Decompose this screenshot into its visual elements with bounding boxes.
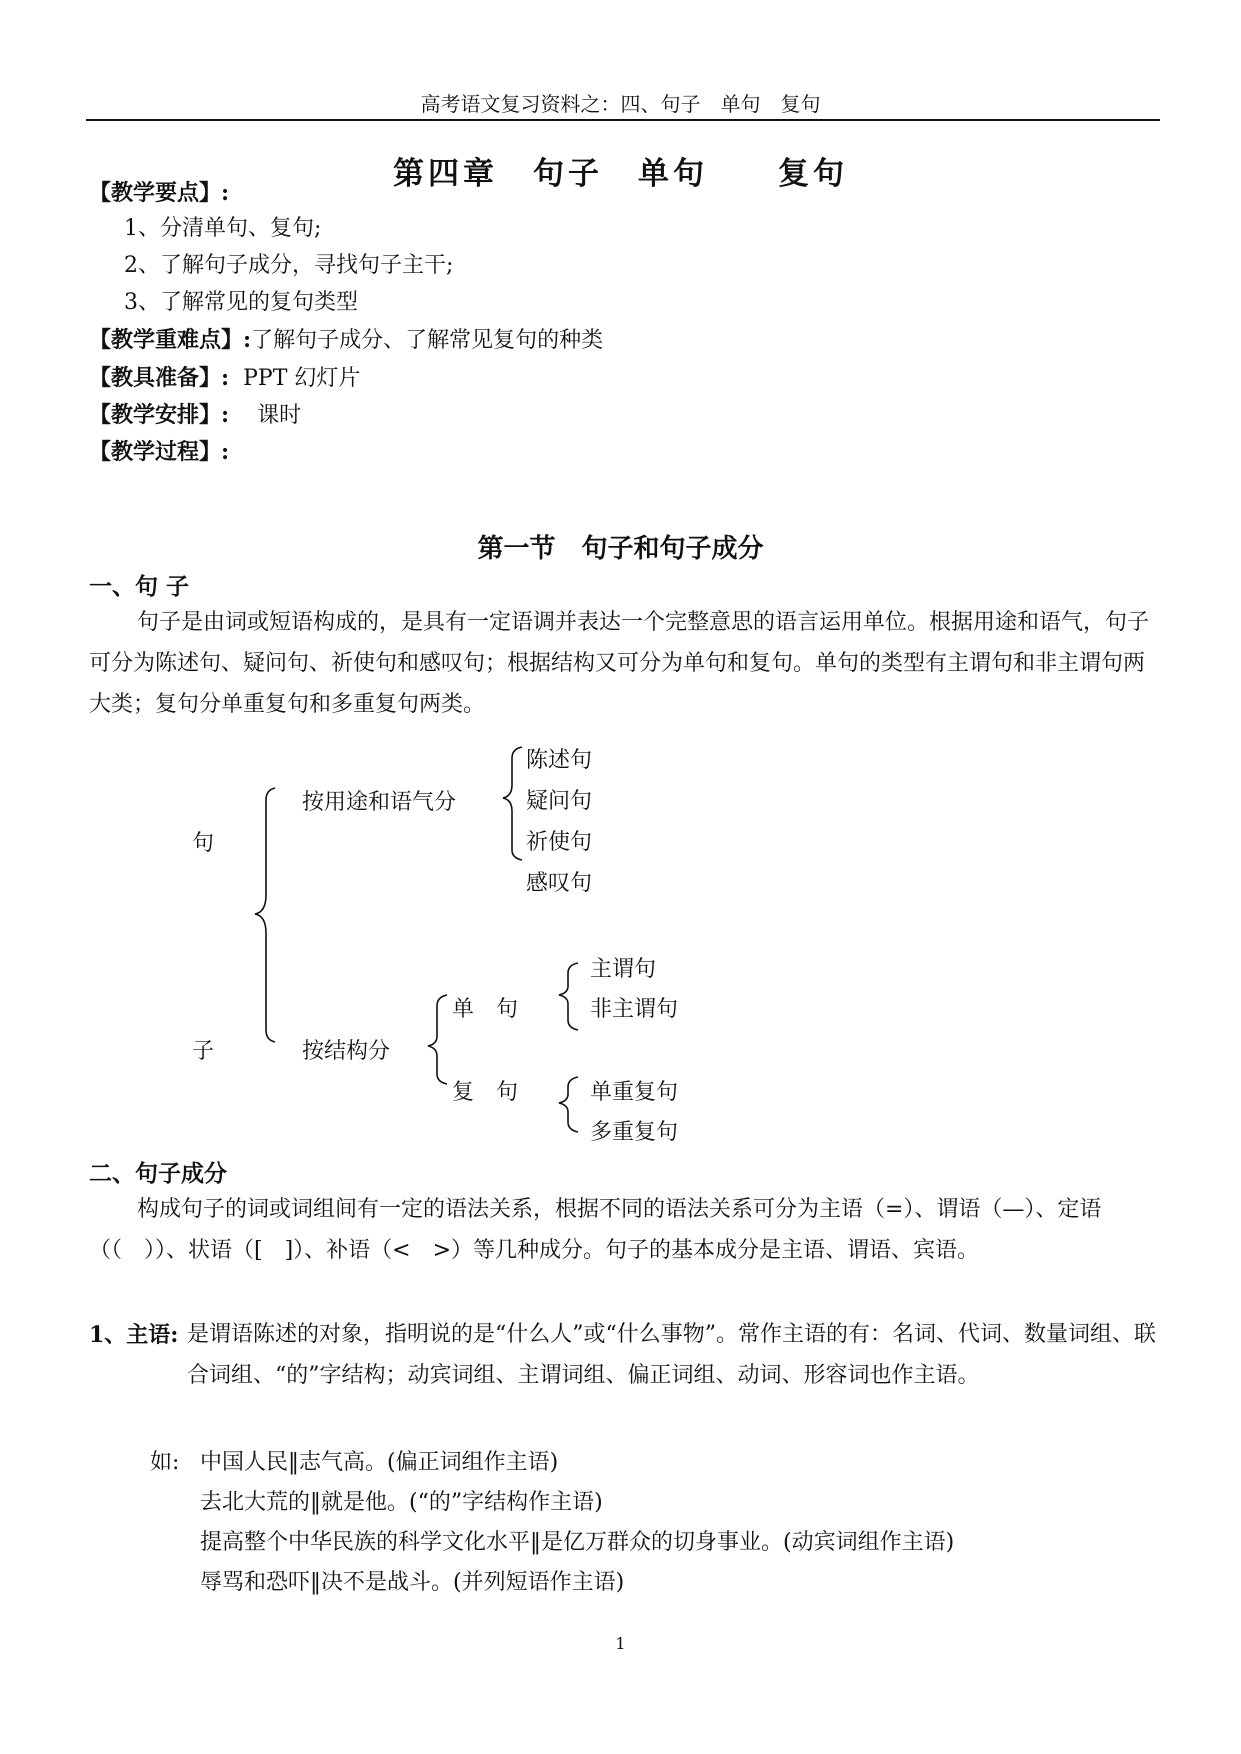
process-label: 【教学过程】: [89,439,230,465]
tree-use-type: 疑问句 [526,789,593,814]
tree-complex-type: 多重复句 [590,1120,679,1145]
page-number: 1 [615,1634,626,1653]
tree-simple-type: 主谓句 [590,957,657,982]
key-point-1: 1、分清单句、复句; [124,216,322,241]
part2-heading: 二、句子成分 [89,1160,227,1187]
tree-use-type: 陈述句 [526,748,593,773]
key-points-label: 【教学要点】: [89,180,230,206]
section-title: 第一节 句子和句子成分 [477,534,764,564]
part1-paragraph: 句子是由词或短语构成的，是具有一定语调并表达一个完整意思的语言运用单位。根据用途和语气，句子可分为陈述句、疑问句、祈使句和感叹句；根据结构又可分为单句和复句。单句的类型有主谓句和非主谓句两大类；复句分单重复句和多重复句两类。 [89,610,1150,717]
tree-simple: 单 句 [452,997,519,1022]
tools-text: PPT 幻灯片 [243,366,361,391]
tree-root-bottom: 子 [192,1039,215,1064]
schedule-label: 【教学安排】: [89,402,230,428]
part1-heading: 一、句 子 [89,573,190,600]
key-point-2: 2、了解句子成分，寻找句子主干; [124,253,454,278]
schedule-text: 课时 [257,403,302,428]
example-sentence: 辱骂和恐吓‖决不是战斗。(并列短语作主语) [200,1570,625,1595]
example-sentence: 提高整个中华民族的科学文化水平‖是亿万群众的切身事业。(动宾词组作主语) [200,1530,955,1555]
tree-use-type: 感叹句 [526,871,593,896]
example-sentence: 去北大荒的‖就是他。(“的”字结构作主语) [200,1490,603,1515]
subject-label: 1、主语: [89,1322,179,1348]
tree-use-type: 祈使句 [526,830,593,855]
tree-by-structure: 按结构分 [302,1039,391,1064]
tree-by-use: 按用途和语气分 [302,790,457,815]
part2-paragraph: 构成句子的词或词组间有一定的语法关系，根据不同的语法关系可分为主语（=）、谓语（—）、定语（（ ））、状语（[ ]）、补语（< >）等几种成分。句子的基本成分是主语、谓语、宾语。 [89,1197,1102,1263]
chapter-title: 第四章 句子 单句 复句 [393,156,848,192]
subject-definition: 是谓语陈述的对象，指明说的是“什么人”或“什么事物”。常作主语的有：名词、代词、数量词组、联合词组、“的”字结构；动宾词组、主谓词组、偏正词组、动词、形容词也作主语。 [187,1322,1156,1388]
tree-simple-type: 非主谓句 [590,997,679,1022]
tree-complex-type: 单重复句 [590,1080,679,1105]
running-header: 高考语文复习资料之：四、句子 单句 复句 [420,92,821,116]
key-point-3: 3、了解常见的复句类型 [124,290,358,315]
difficulty-text: 了解句子成分、了解常见复句的种类 [251,328,604,353]
tree-complex: 复 句 [452,1080,519,1105]
tools-label: 【教具准备】: [89,365,230,391]
example-label: 如: [150,1450,180,1475]
tree-root-top: 句 [192,831,215,856]
example-sentence: 中国人民‖志气高。(偏正词组作主语) [200,1450,559,1475]
difficulty-label: 【教学重难点】: [89,327,252,353]
